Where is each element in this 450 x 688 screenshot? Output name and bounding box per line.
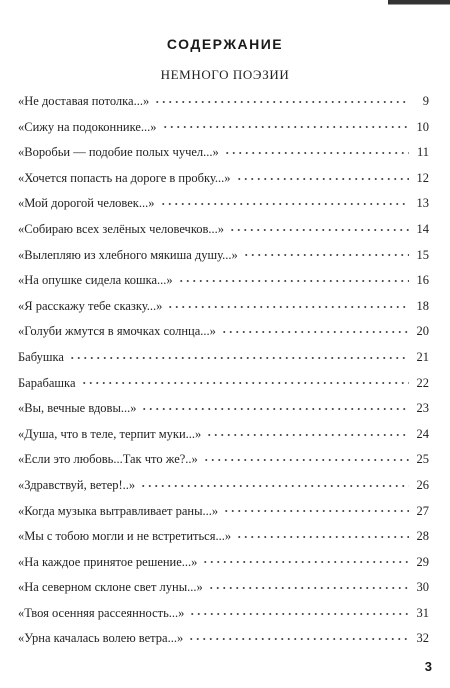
toc-entry-page: 10 [416, 119, 429, 134]
toc-entry-title: «Душа, что в теле, терпит муки...» [18, 426, 202, 441]
toc-entry-page: 25 [416, 452, 429, 467]
toc-leader-dots [160, 200, 409, 208]
toc-entry-page: 28 [416, 529, 429, 544]
toc-entry-title: «Если это любовь...Так что же?..» [18, 452, 198, 467]
toc-entry-title: «Здравствуй, ветер!..» [18, 477, 136, 492]
toc-entry-page: 30 [416, 580, 429, 595]
toc-leader-dots [243, 251, 409, 259]
top-edge-rule [388, 4, 450, 5]
toc-leader-dots [162, 123, 409, 131]
toc-leader-dots [81, 379, 410, 387]
toc-entry[interactable] [18, 396, 429, 422]
toc-leader-dots [154, 98, 409, 106]
toc-entry[interactable] [18, 268, 429, 294]
toc-entry-title: «Вылепляю из хлебного мякиша душу...» [18, 247, 238, 262]
toc-leader-dots [188, 635, 409, 643]
toc-entry-title: «Собираю всех зелёных человечков...» [18, 221, 225, 236]
page-number: 3 [424, 659, 432, 674]
section-title: НЕМНОГО ПОЭЗИИ [160, 67, 290, 82]
toc-entry[interactable] [18, 140, 429, 166]
toc-entry-page: 21 [416, 349, 429, 364]
toc-entry[interactable] [18, 422, 429, 448]
toc-entry-title: «Мой дорогой человек...» [18, 196, 155, 211]
toc-entry-title: «Голуби жмутся в ямочках солнца...» [18, 324, 216, 339]
toc-entry[interactable] [18, 89, 429, 115]
toc-entry[interactable] [18, 499, 429, 525]
toc-entry-page: 15 [416, 247, 429, 262]
toc-entry-page: 9 [422, 94, 429, 108]
toc-entry-page: 12 [416, 170, 429, 185]
toc-entry-title: «На каждое принятое решение...» [18, 554, 198, 569]
toc-entry-page: 27 [416, 503, 429, 518]
toc-entry-page: 18 [416, 298, 429, 313]
toc-entry-page: 29 [416, 554, 429, 569]
toc-entry-title: «Не доставая потолка...» [18, 94, 150, 108]
toc-entry-title: «Я расскажу тебе сказку...» [18, 298, 163, 313]
toc-entry[interactable] [18, 345, 429, 371]
toc-entry-page: 14 [416, 221, 429, 236]
toc-entry-page: 16 [416, 273, 429, 288]
toc-entry[interactable] [18, 601, 429, 627]
toc-entry[interactable] [18, 243, 429, 269]
toc-entry-page: 32 [416, 631, 429, 646]
toc-entry-title: Барабашка [18, 375, 76, 390]
toc-leader-dots [223, 507, 409, 515]
toc-entry-title: «Вы, вечные вдовы...» [18, 401, 137, 416]
toc-leader-dots [167, 303, 409, 311]
toc-leader-dots [202, 558, 409, 566]
toc-entry-title: «На опушке сидела кошка...» [18, 273, 173, 288]
toc-entry[interactable] [18, 575, 429, 601]
toc-entry[interactable] [18, 319, 429, 345]
toc-leader-dots [189, 610, 409, 618]
toc-entry[interactable] [18, 294, 429, 320]
toc-entry-title: Бабушка [18, 349, 64, 364]
toc-entry-title: «Твоя осенняя рассеянность...» [18, 605, 185, 620]
toc-entry-page: 26 [416, 477, 429, 492]
toc-leader-dots [224, 149, 409, 157]
toc-entry-page: 22 [416, 375, 429, 390]
toc-entry-title: «Воробьи — подобие полых чучел...» [18, 145, 219, 160]
toc-leader-dots [221, 328, 409, 336]
toc-leader-dots [206, 431, 409, 439]
toc-entry-title: «Мы с тобою могли и не встретиться...» [18, 529, 232, 544]
toc-entry-page: 13 [416, 196, 429, 211]
toc-entry[interactable] [18, 447, 429, 473]
toc-entry-page: 20 [416, 324, 429, 339]
toc-entry[interactable] [18, 550, 429, 576]
toc-leader-dots [208, 584, 409, 592]
toc-entry[interactable] [18, 166, 429, 192]
toc-entry-title: «Урна качалась волею ветра...» [18, 631, 184, 646]
page-title: СОДЕРЖАНИЕ [166, 36, 284, 52]
toc-leader-dots [140, 482, 409, 490]
toc-entry[interactable] [18, 473, 429, 499]
toc-leader-dots [236, 175, 409, 183]
toc-entry[interactable] [18, 524, 429, 550]
toc-entry-page: 23 [416, 401, 429, 416]
toc-entry[interactable] [18, 371, 429, 397]
toc-entry-page: 31 [416, 605, 429, 620]
toc-entry[interactable] [18, 626, 429, 652]
toc-entry-title: «На северном склоне свет луны...» [18, 580, 203, 595]
toc-entry[interactable] [18, 217, 429, 243]
toc-entry[interactable] [18, 115, 429, 141]
toc-entry[interactable] [18, 191, 429, 217]
toc-leader-dots [236, 533, 409, 541]
toc-entry-title: «Сижу на подоконнике...» [18, 119, 157, 134]
toc-leader-dots [178, 277, 409, 285]
toc-entry-page: 24 [416, 426, 429, 441]
toc-entry-title: «Когда музыка вытравливает раны...» [18, 503, 219, 518]
table-of-contents [18, 89, 429, 652]
toc-leader-dots [229, 226, 409, 234]
toc-entry-title: «Хочется попасть на дороге в пробку...» [18, 170, 231, 185]
toc-leader-dots [141, 405, 409, 413]
toc-leader-dots [203, 456, 409, 464]
toc-entry-page: 11 [416, 145, 429, 160]
toc-leader-dots [69, 354, 409, 362]
